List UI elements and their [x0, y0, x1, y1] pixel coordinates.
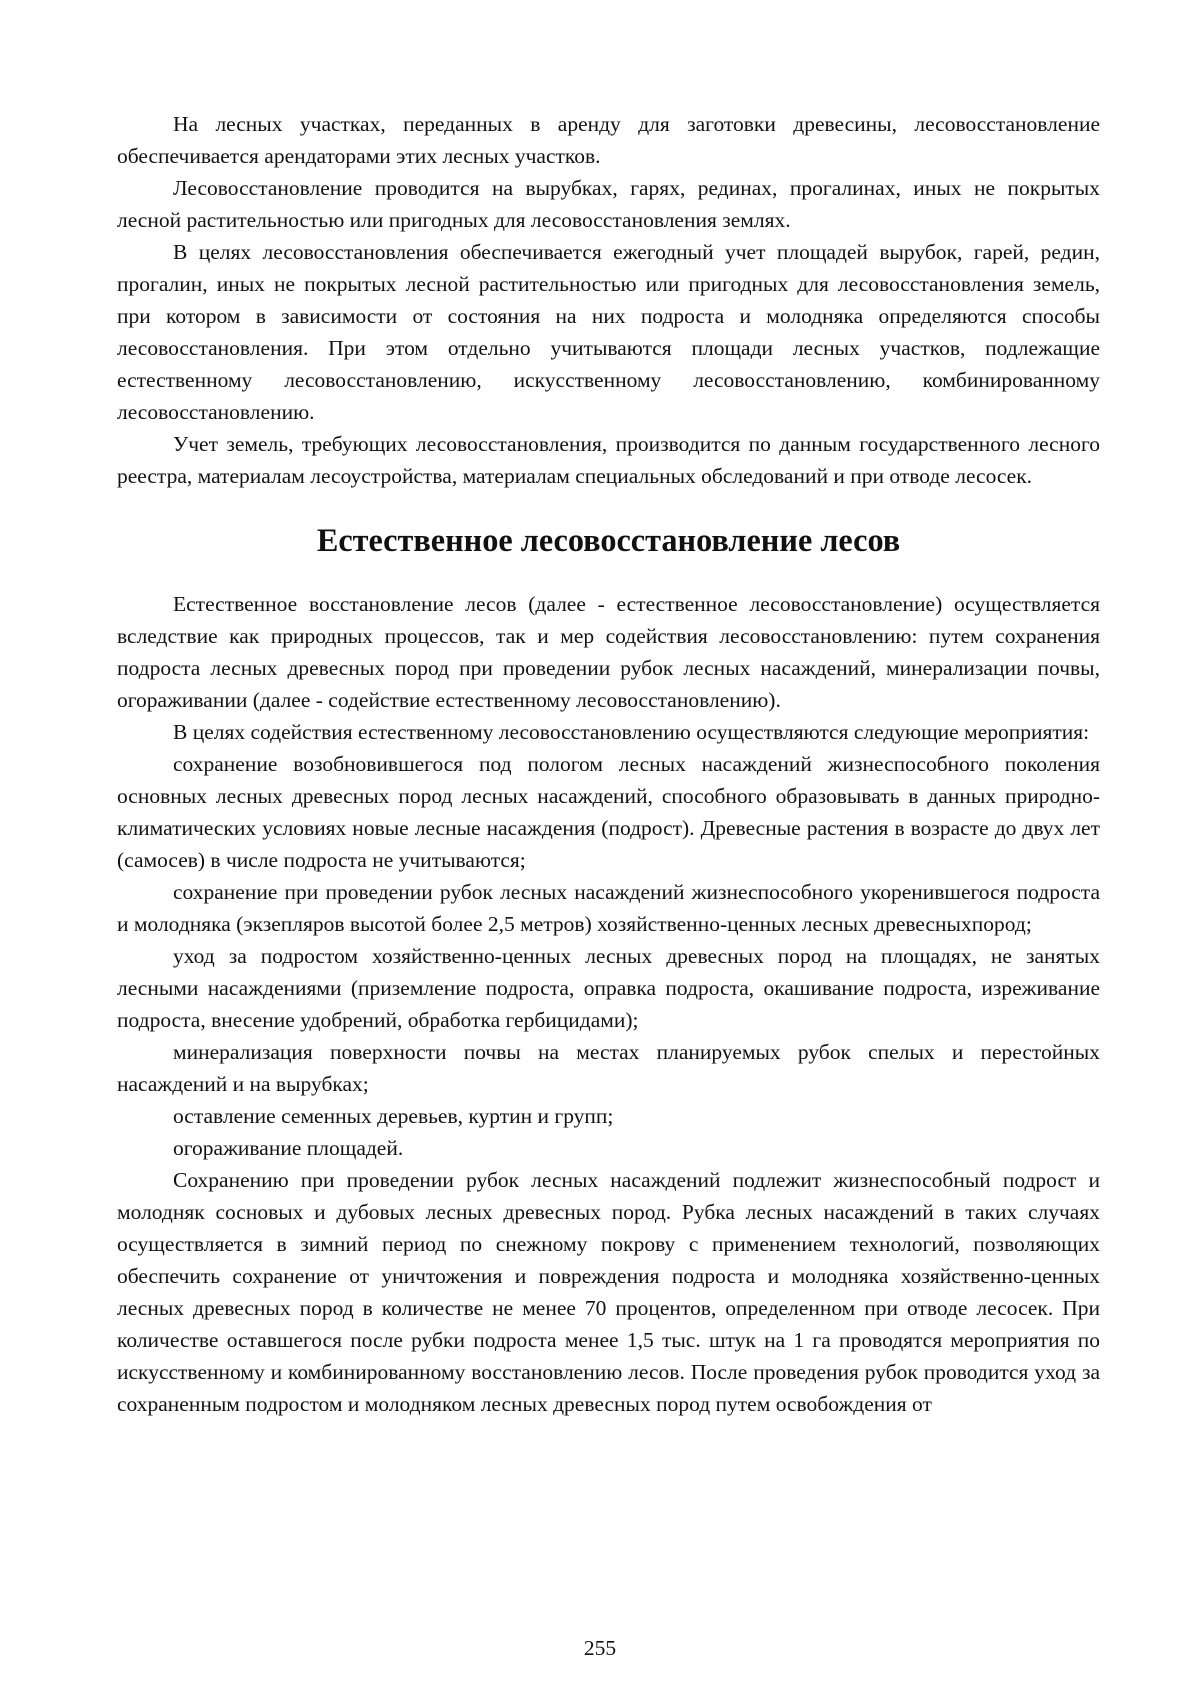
paragraph-natural-restoration: Естественное восстановление лесов (далее - естественное лесовосстановление) осуществляется вследствие как природных процессов, так и мер содействия лесовосстановлению: путем сохранения подроста лесных древесных пород при проведении рубок лесных насаждений, минерализации почвы, огораживании (далее - содействие естественному лесовосстановлению). — [117, 592, 1100, 712]
paragraph-measures-intro: В целях содействия естественному лесовосстановлению осуществляются следующие мероприятия: — [173, 720, 1090, 744]
paragraph-lease-reforestation: На лесных участках, переданных в аренду для заготовки древесины, лесовосстановление обеспечивается арендаторами этих лесных участков. — [117, 112, 1100, 168]
section-heading: Естественное лесовосстановление лесов — [316, 522, 901, 558]
paragraph-land-accounting-sources: Учет земель, требующих лесовосстановления, производится по данным государственного лесного реестра, материалам лесоустройства, материалам специальных обследований и при отводе лесосек. — [117, 432, 1100, 488]
paragraph-preservation-rules: Сохранению при проведении рубок лесных насаждений подлежит жизнеспособный подрост и молодняк сосновых и дубовых лесных древесных пород. Рубка лесных насаждений в таких случаях осуществляется в зимний период по снежному покрову с применением технологий, позволяющих обеспечить сохранение от уничтожения и повреждения подроста и молодняка хозяйственно-ценных лесных древесных пород в количестве не менее 70 процентов, определенном при отводе лесосек. При количестве оставшегося после рубки подроста менее 1,5 тыс. штук на 1 га проводятся мероприятия по искусственному и комбинированному восстановлению лесов. После проведения рубок проводится уход за сохраненным подростом и молодняком лесных древесных пород путем освобождения от — [117, 1168, 1100, 1416]
list-item-seed-trees: оставление семенных деревьев, куртин и групп; — [173, 1104, 614, 1128]
list-item-soil-mineralization: минерализация поверхности почвы на местах планируемых рубок спелых и перестойных насаждений и на вырубках; — [117, 1040, 1100, 1096]
list-item-preserve-during-felling: сохранение при проведении рубок лесных насаждений жизнеспособного укоренившегося подроста и молодняка (экзепляров высотой более 2,5 метров) хозяйственно-ценных лесных древесныхпород; — [117, 880, 1100, 936]
paragraph-annual-accounting: В целях лесовосстановления обеспечивается ежегодный учет площадей вырубок, гарей, редин, прогалин, иных не покрытых лесной растительностью или пригодных для лесовосстановления земель, при котором в зависимости от состояния на них подроста и молодняка определяются способы лесовосстановления. При этом отдельно учитываются площади лесных участков, подлежащие естественному лесовосстановлению, искусственному лесовосстановлению, комбинированному лесовосстановлению. — [117, 240, 1100, 424]
list-item-undergrowth-care: уход за подростом хозяйственно-ценных лесных древесных пород на площадях, не занятых лесными насаждениями (приземление подроста, оправка подроста, окашивание подроста, изреживание подроста, внесение удобрений, обработка гербицидами); — [117, 944, 1100, 1032]
paragraph-reforestation-lands: Лесовосстановление проводится на вырубках, гарях, рединах, прогалинах, иных не покрытых лесной растительностью или пригодных для лесовосстановления землях. — [117, 176, 1100, 232]
document-page — [117, 108, 1100, 1420]
list-item-preserve-undergrowth: сохранение возобновившегося под пологом лесных насаждений жизнеспособного поколения основных лесных древесных пород лесных насаждений, способного образовывать в данных природно-климатических условиях новые лесные насаждения (подрост). Древесные растения в возрасте до двух лет (самосев) в числе подроста не учитываются; — [117, 752, 1100, 872]
list-item-fencing: огораживание площадей. — [173, 1136, 404, 1160]
page-number: 255 — [583, 1636, 617, 1660]
